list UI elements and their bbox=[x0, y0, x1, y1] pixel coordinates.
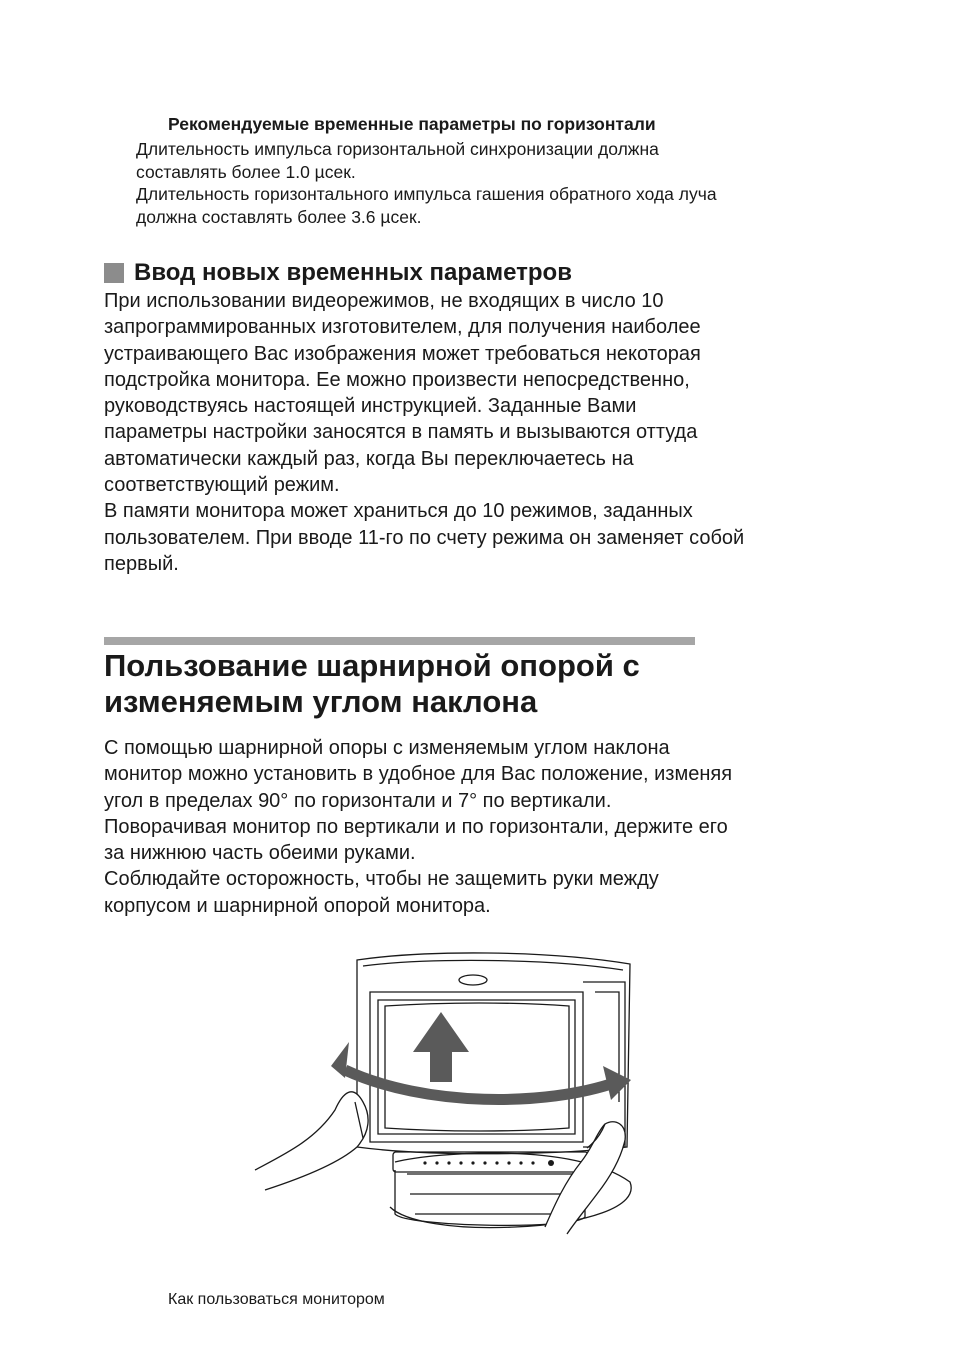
paragraph-line: подстройка монитора. Ее можно произвести непосредственно, bbox=[104, 368, 690, 391]
section-heading bbox=[104, 258, 572, 288]
section-bullet-icon bbox=[104, 263, 124, 283]
paragraph-line: Поворачивая монитор по вертикали и по горизонтали, держите его bbox=[104, 815, 728, 838]
monitor-figure bbox=[245, 942, 645, 1237]
paragraph-line: Соблюдайте осторожность, чтобы не защемить руки между bbox=[104, 868, 659, 891]
monitor-illustration bbox=[245, 942, 645, 1237]
recommended-line: должна составлять более 3.6 µсек. bbox=[136, 206, 422, 227]
paragraph-line: угол в пределах 90° по горизонтали и 7° по вертикали. bbox=[104, 789, 612, 812]
recommended-line: Длительность горизонтального импульса гашения обратного хода луча bbox=[136, 184, 717, 204]
paragraph-line: запрограммированных изготовителем, для получения наиболее bbox=[104, 316, 701, 339]
paragraph-line: При использовании видеорежимов, не входящих в число 10 bbox=[104, 290, 664, 312]
hands-illustration bbox=[255, 1092, 625, 1234]
paragraph-line: соответствующий режим. bbox=[104, 474, 340, 497]
paragraph-line: В памяти монитора может храниться до 10 режимов, заданных bbox=[104, 500, 693, 523]
chapter-rule bbox=[104, 637, 695, 645]
chapter-paragraph bbox=[104, 735, 864, 919]
page-caption: Как пользоваться монитором bbox=[168, 1291, 385, 1308]
tilt-arrow-icon bbox=[413, 1012, 469, 1082]
paragraph-line: автоматически каждый раз, когда Вы переключаетесь на bbox=[104, 447, 634, 470]
paragraph-line: пользователем. При вводе 11-го по счету режима он заменяет собой bbox=[104, 526, 745, 549]
recommended-line: составлять более 1.0 µсек. bbox=[136, 161, 356, 182]
recommended-timing-title: Рекомендуемые временные параметры по горизонтали bbox=[168, 114, 656, 134]
paragraph-line: за нижнюю часть обеими руками. bbox=[104, 842, 416, 865]
paragraph-line: устраивающего Вас изображения может требоваться некоторая bbox=[104, 342, 701, 365]
section-paragraph bbox=[104, 288, 864, 577]
paragraph-line: С помощью шарнирной опоры с изменяемым углом наклона bbox=[104, 737, 670, 759]
chapter-title-line: Пользование шарнирной опорой с bbox=[104, 648, 640, 683]
paragraph-line: параметры настройки заносятся в память и вызываются оттуда bbox=[104, 421, 698, 444]
rotate-arrow-icon bbox=[331, 1042, 631, 1100]
chapter-title bbox=[104, 648, 824, 720]
paragraph-line: первый. bbox=[104, 552, 179, 575]
paragraph-line: монитор можно установить в удобное для Вас положение, изменяя bbox=[104, 763, 733, 786]
paragraph-line: корпусом и шарнирной опорой монитора. bbox=[104, 894, 491, 917]
chapter-title-line: изменяемым углом наклона bbox=[104, 684, 538, 719]
section-title: Ввод новых временных параметров bbox=[134, 259, 572, 286]
recommended-timing-block bbox=[136, 112, 856, 228]
paragraph-line: руководствуясь настоящей инструкцией. Заданные Вами bbox=[104, 395, 637, 418]
recommended-line: Длительность импульса горизонтальной синхронизации должна bbox=[136, 139, 659, 159]
